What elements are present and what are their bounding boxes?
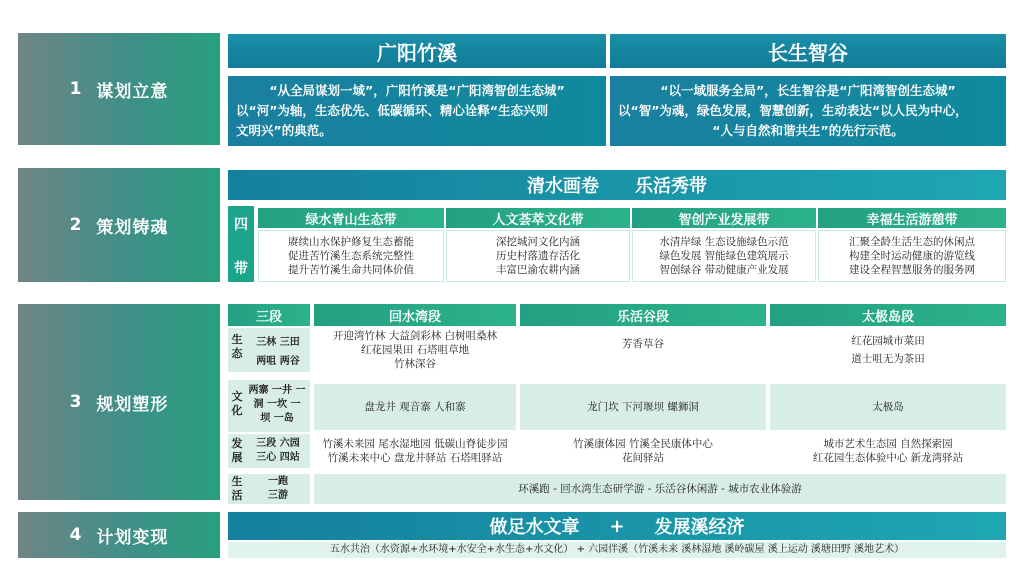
left-title <box>228 34 606 68</box>
section-number: 4 <box>69 525 83 545</box>
banner-a: 清水画卷 <box>527 176 599 197</box>
culture-sub: 两寨 一井 一 洞 一坎 一 坝 一岛 <box>248 385 306 424</box>
row-label: 生活 <box>231 475 243 502</box>
develop-label-cell <box>228 434 310 468</box>
belt-body: 汇聚全龄生活生态的休闲点 构建全时运动健康的游览线 建设全程智慧服务的服务网 <box>818 230 1006 282</box>
belt-body: 赓续山水保护修复生态蓄能 促进苦竹溪生态系统完整性 提升苦竹溪生命共同体价值 <box>258 230 444 282</box>
banner-b: 乐活秀带 <box>635 176 707 197</box>
segment-head: 太极岛段 <box>770 304 1006 326</box>
row2-banner <box>228 170 1006 200</box>
desc-line: 以“河”为轴，生态优先、低碳循环、精心诠释“生态兴则 <box>236 103 549 118</box>
belts-side-label <box>228 206 254 282</box>
culture-cell: 盘龙井 观音寨 人和寨 <box>314 384 516 430</box>
segment-head: 回水湾段 <box>314 304 516 326</box>
eco-cell: 红花园城市菜田 道士咀无为茶田 <box>770 328 1006 372</box>
row-label: 发展 <box>231 437 243 464</box>
section-label-4 <box>18 512 220 558</box>
develop-cell: 竹溪康体园 竹溪全民康体中心 花间驿站 <box>520 434 766 468</box>
left-title-text: 广阳竹溪 <box>377 40 457 65</box>
develop-sub: 三段 六园 三心 四站 <box>256 438 300 463</box>
row4-banner <box>228 512 1006 540</box>
develop-cell: 竹溪未来园 尾水湿地园 低碳山脊徒步园 竹溪未来中心 盘龙井驿站 石塔咀驿站 <box>314 434 516 468</box>
eco-cell: 开迎湾竹林 大益剑彩林 白树咀桑林 红花园果田 石塔咀草地 竹林深谷 <box>314 328 516 372</box>
develop-cell: 城市艺术生态园 自然探索园 红花园生态体验中心 新龙湾驿站 <box>770 434 1006 468</box>
belt-title: 绿水青山生态带 <box>258 208 444 228</box>
side-top: 四 <box>234 217 248 233</box>
section-title: 策划铸魂 <box>96 217 169 238</box>
section-title: 计划变现 <box>96 527 169 548</box>
culture-label-cell <box>228 380 310 432</box>
belt-body: 水清岸绿 生态设施绿色示范 绿色发展 智能绿色建筑展示 智创绿谷 带动健康产业发展 <box>632 230 816 282</box>
eco-cell: 芳香草谷 <box>520 328 766 372</box>
col-head-three-segments: 三段 <box>228 304 310 326</box>
culture-cell: 太极岛 <box>770 384 1006 430</box>
section-number: 3 <box>69 392 83 412</box>
section-number: 1 <box>69 79 83 99</box>
bottom-text: 五水共治（水资源+水环境+水安全+水生态+水文化） + 六园伴溪（竹溪未来 溪林湿地 溪岭碳屋 溪上运动 溪塘田野 溪地艺术） <box>329 544 905 555</box>
desc-line: 文明兴”的典范。 <box>236 123 332 138</box>
eco-label-cell <box>228 328 310 372</box>
banner-b: 发展溪经济 <box>654 517 745 538</box>
life-sub: 一跑 三游 <box>268 476 288 501</box>
section-title: 规划塑形 <box>96 394 169 415</box>
belt-title: 智创产业发展带 <box>632 208 816 228</box>
banner-plus: + <box>609 515 625 537</box>
belt-title: 幸福生活游憩带 <box>818 208 1006 228</box>
right-description <box>610 76 1006 146</box>
culture-cell: 龙门坎 下河堰坝 螺狮洞 <box>520 384 766 430</box>
eco-sub: 三林 三田 两咀 两谷 <box>256 337 300 367</box>
right-title <box>610 34 1006 68</box>
left-description <box>228 76 606 146</box>
right-title-text: 长生智谷 <box>768 40 848 65</box>
segment-head: 乐活谷段 <box>520 304 766 326</box>
belt-title: 人文荟萃文化带 <box>446 208 630 228</box>
life-label-cell <box>228 474 310 504</box>
desc-line: 以“智”为魂，绿色发展，智慧创新，生动表达“以人民为中心， <box>618 103 968 118</box>
banner-a: 做足水文章 <box>489 517 580 538</box>
life-cell: 环溪跑 - 回水湾生态研学游 - 乐活谷休闲游 - 城市农业体验游 <box>314 474 1006 504</box>
row-label: 文化 <box>231 390 243 417</box>
side-bottom: 带 <box>234 261 248 277</box>
row-label: 生态 <box>231 333 243 360</box>
desc-line: “人与自然和谐共生”的先行示范。 <box>712 123 904 138</box>
desc-line: “从全局谋划一域”，广阳竹溪是“广阳湾智创生态城” <box>269 83 565 98</box>
section-number: 2 <box>69 215 83 235</box>
desc-line: “以一域服务全局”，长生智谷是“广阳湾智创生态城” <box>660 83 956 98</box>
row4-bottom-strip <box>228 542 1006 558</box>
section-label-3 <box>18 304 220 500</box>
belt-body: 深挖城河文化内涵 历史村落遗存活化 丰富巴渝农耕内涵 <box>446 230 630 282</box>
section-label-2 <box>18 168 220 282</box>
section-title: 谋划立意 <box>96 81 169 102</box>
section-label-1 <box>18 33 220 145</box>
